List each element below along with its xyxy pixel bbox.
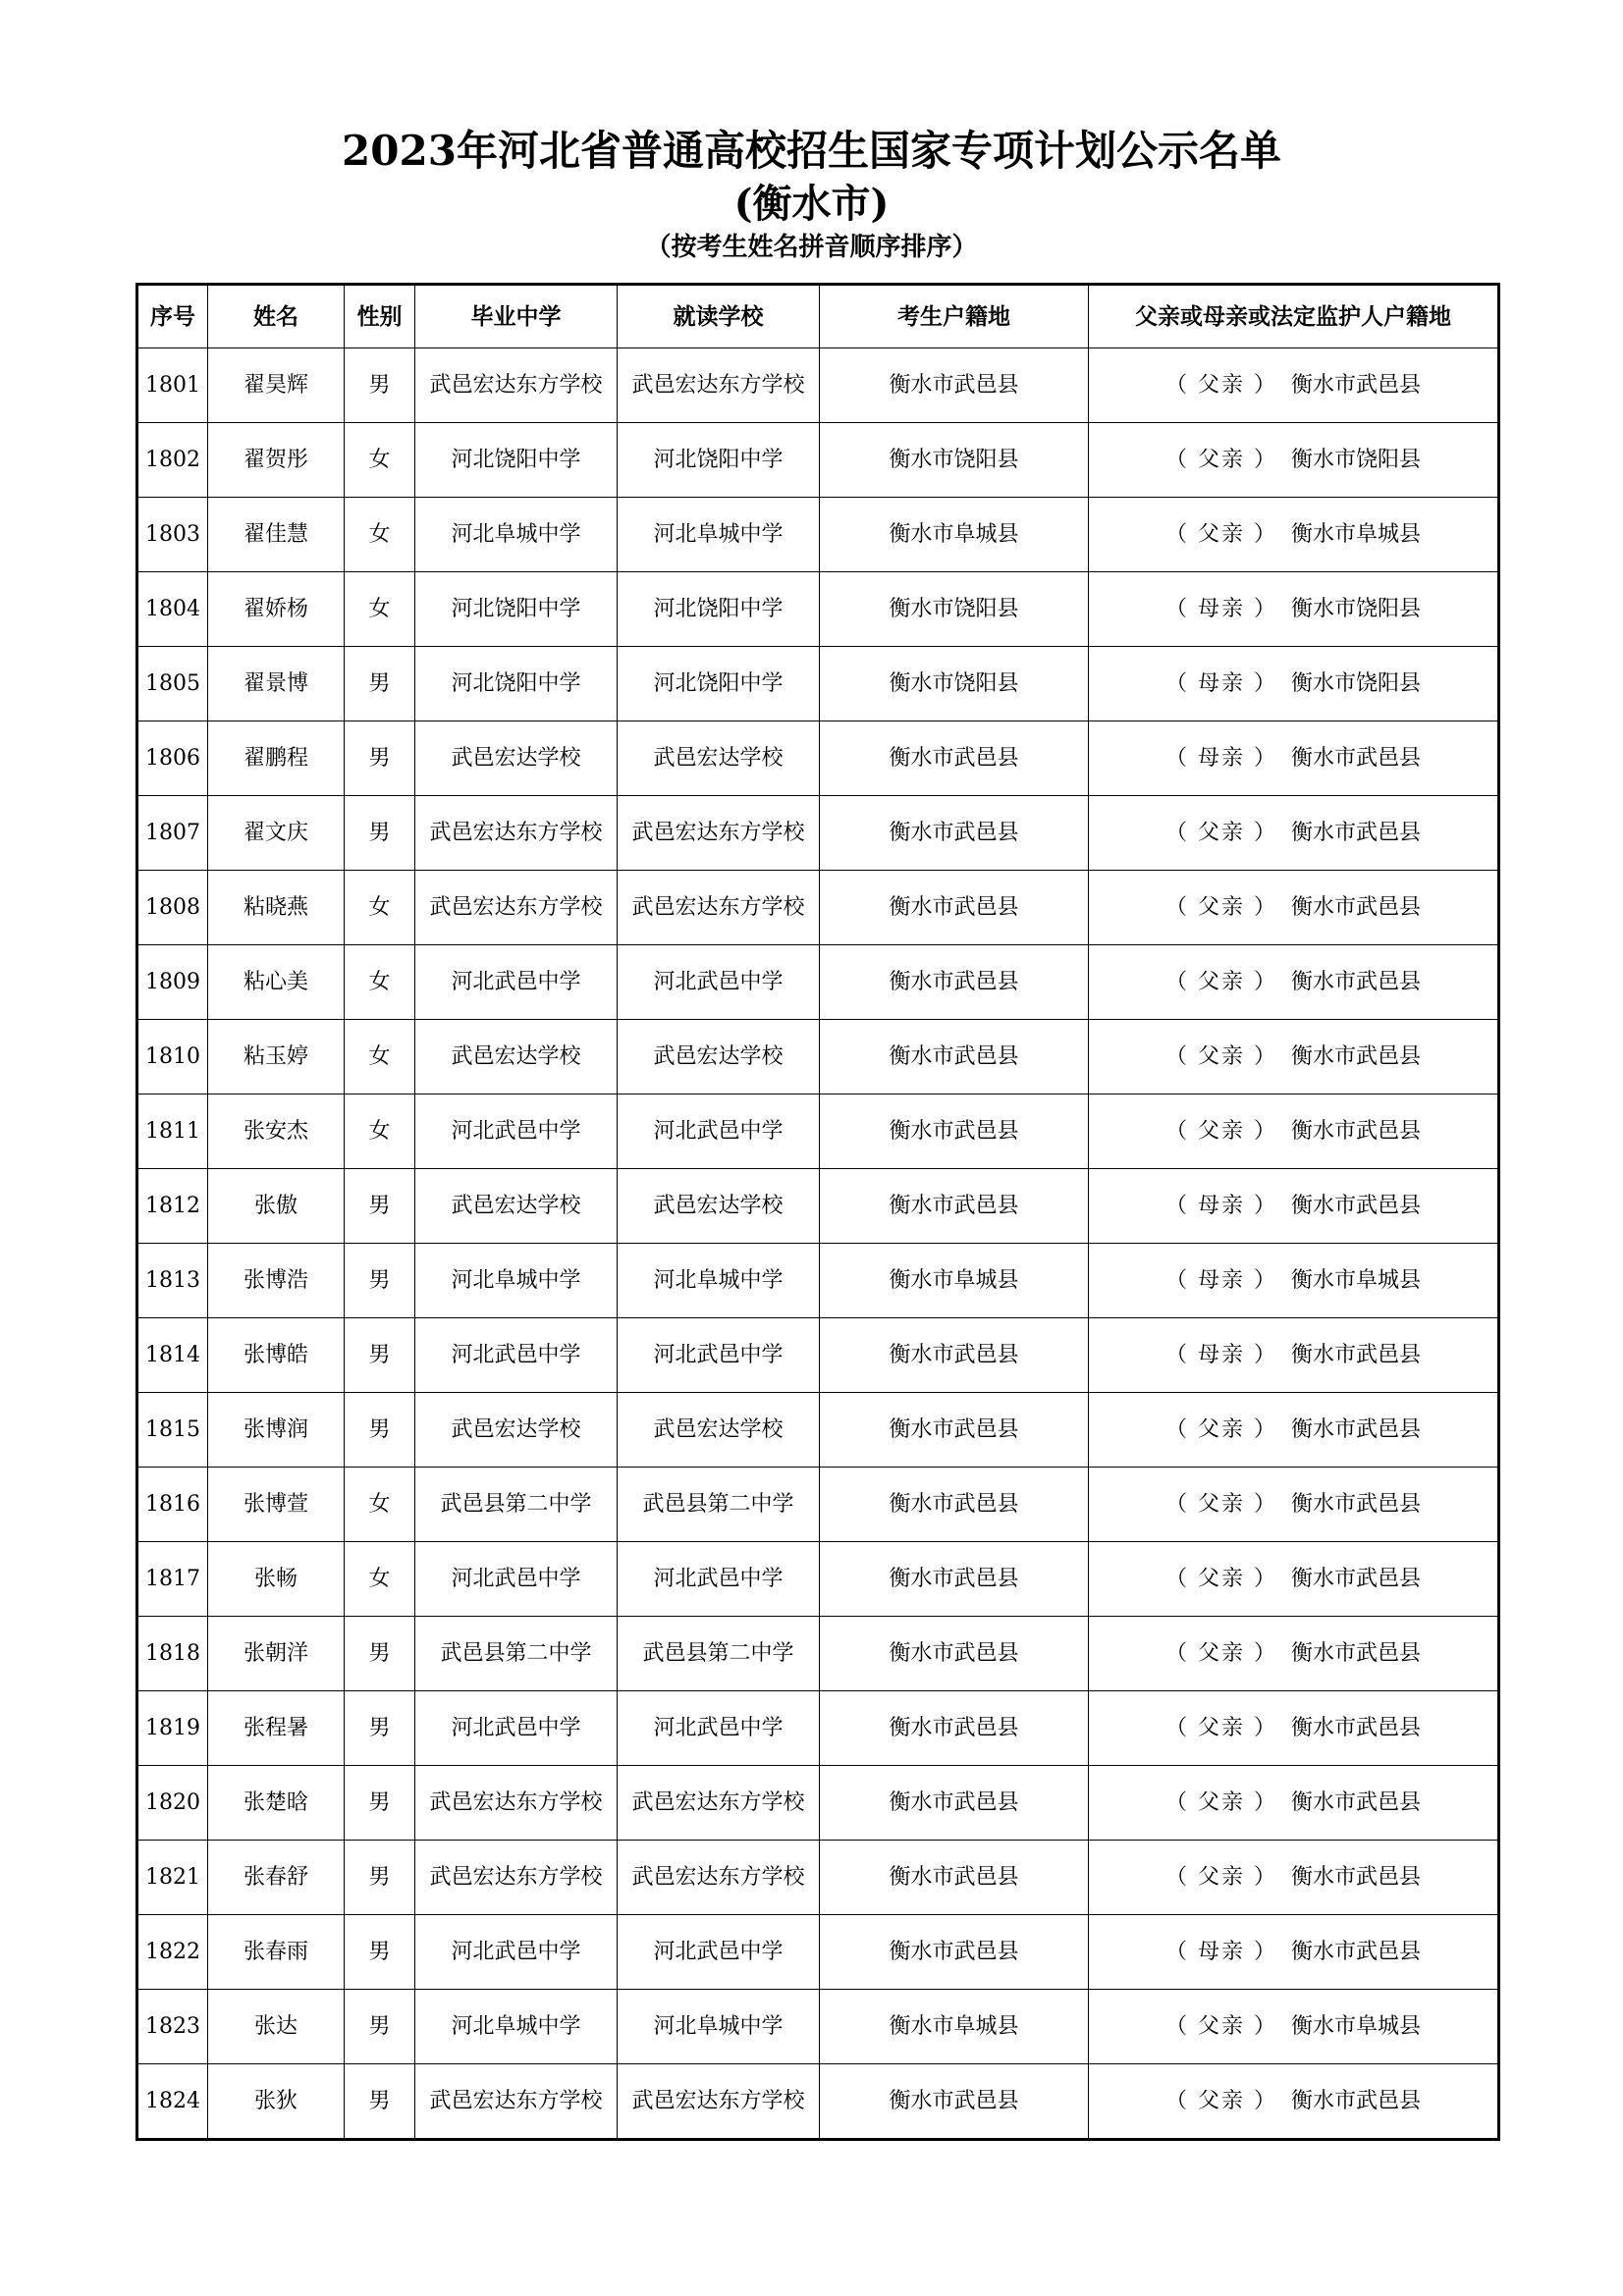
- cell-grad-school: 河北武邑中学: [415, 1095, 618, 1169]
- cell-parent-hukou: [1089, 1393, 1499, 1468]
- cell-current-school: 武邑宏达学校: [618, 1169, 820, 1244]
- cell-sex: 女: [345, 423, 415, 498]
- cell-parent-hukou: [1089, 1542, 1499, 1617]
- cell-no: 1801: [137, 348, 208, 423]
- cell-hukou: 衡水市武邑县: [820, 1020, 1089, 1095]
- cell-hukou: 衡水市武邑县: [820, 1617, 1089, 1691]
- cell-hukou: 衡水市武邑县: [820, 1318, 1089, 1393]
- table-row: [137, 1542, 1499, 1617]
- cell-current-school: 武邑县第二中学: [618, 1617, 820, 1691]
- cell-no: 1818: [137, 1617, 208, 1691]
- cell-parent-hukou: [1089, 721, 1499, 796]
- cell-parent-hukou: [1089, 572, 1499, 647]
- table-row: [137, 1691, 1499, 1766]
- table-row: [137, 2064, 1499, 2140]
- cell-sex: 男: [345, 647, 415, 721]
- cell-current-school: 武邑宏达东方学校: [618, 2064, 820, 2140]
- table-row: [137, 1095, 1499, 1169]
- parent-hukou: 衡水市阜城县: [1290, 2014, 1421, 2039]
- cell-current-school: 河北武邑中学: [618, 945, 820, 1020]
- cell-name: 翟文庆: [208, 796, 345, 871]
- cell-parent-hukou: [1089, 1169, 1499, 1244]
- cell-grad-school: 河北武邑中学: [415, 1318, 618, 1393]
- cell-grad-school: 河北饶阳中学: [415, 647, 618, 721]
- cell-name: 翟鹏程: [208, 721, 345, 796]
- parent-hukou: 衡水市武邑县: [1290, 2089, 1421, 2113]
- cell-no: 1811: [137, 1095, 208, 1169]
- cell-hukou: 衡水市武邑县: [820, 2064, 1089, 2140]
- cell-hukou: 衡水市武邑县: [820, 1841, 1089, 1915]
- parent-relation: （ 母亲 ）: [1164, 597, 1277, 621]
- cell-sex: 女: [345, 572, 415, 647]
- cell-no: 1822: [137, 1915, 208, 1990]
- parent-hukou: 衡水市饶阳县: [1290, 448, 1421, 472]
- cell-no: 1804: [137, 572, 208, 647]
- parent-relation: （ 父亲 ）: [1164, 1044, 1277, 1069]
- table-row: [137, 1020, 1499, 1095]
- cell-parent-hukou: [1089, 796, 1499, 871]
- cell-grad-school: 武邑宏达东方学校: [415, 871, 618, 945]
- cell-parent-hukou: [1089, 1318, 1499, 1393]
- parent-relation: （ 父亲 ）: [1164, 1790, 1277, 1815]
- parent-relation: （ 父亲 ）: [1164, 895, 1277, 920]
- parent-relation: （ 父亲 ）: [1164, 1641, 1277, 1666]
- cell-no: 1824: [137, 2064, 208, 2140]
- cell-grad-school: 武邑宏达学校: [415, 1393, 618, 1468]
- parent-hukou: 衡水市武邑县: [1290, 373, 1421, 398]
- cell-name: 翟娇杨: [208, 572, 345, 647]
- parent-hukou: 衡水市武邑县: [1290, 895, 1421, 920]
- cell-current-school: 河北武邑中学: [618, 1318, 820, 1393]
- cell-name: 张春雨: [208, 1915, 345, 1990]
- cell-hukou: 衡水市阜城县: [820, 498, 1089, 572]
- cell-grad-school: 武邑县第二中学: [415, 1468, 618, 1542]
- cell-sex: 男: [345, 1990, 415, 2064]
- cell-hukou: 衡水市武邑县: [820, 1542, 1089, 1617]
- cell-hukou: 衡水市饶阳县: [820, 572, 1089, 647]
- cell-no: 1805: [137, 647, 208, 721]
- cell-current-school: 武邑宏达东方学校: [618, 348, 820, 423]
- parent-relation: （ 父亲 ）: [1164, 1417, 1277, 1442]
- cell-current-school: 河北武邑中学: [618, 1691, 820, 1766]
- cell-no: 1823: [137, 1990, 208, 2064]
- cell-no: 1810: [137, 1020, 208, 1095]
- cell-parent-hukou: [1089, 2064, 1499, 2140]
- cell-sex: 女: [345, 1095, 415, 1169]
- cell-grad-school: 武邑宏达东方学校: [415, 1841, 618, 1915]
- parent-relation: （ 母亲 ）: [1164, 671, 1277, 696]
- cell-name: 张春舒: [208, 1841, 345, 1915]
- cell-name: 张狄: [208, 2064, 345, 2140]
- parent-hukou: 衡水市武邑县: [1290, 1343, 1421, 1367]
- cell-no: 1814: [137, 1318, 208, 1393]
- cell-current-school: 河北饶阳中学: [618, 423, 820, 498]
- cell-parent-hukou: [1089, 1915, 1499, 1990]
- cell-sex: 男: [345, 1318, 415, 1393]
- cell-grad-school: 武邑宏达学校: [415, 721, 618, 796]
- header-parent-hukou: 父亲或母亲或法定监护人户籍地: [1089, 285, 1499, 348]
- cell-name: 粘心美: [208, 945, 345, 1020]
- cell-no: 1812: [137, 1169, 208, 1244]
- cell-current-school: 河北饶阳中学: [618, 647, 820, 721]
- table-row: [137, 647, 1499, 721]
- cell-name: 翟贺彤: [208, 423, 345, 498]
- parent-relation: （ 父亲 ）: [1164, 1567, 1277, 1591]
- parent-hukou: 衡水市饶阳县: [1290, 597, 1421, 621]
- cell-hukou: 衡水市武邑县: [820, 796, 1089, 871]
- parent-relation: （ 母亲 ）: [1164, 1940, 1277, 1964]
- cell-parent-hukou: [1089, 1766, 1499, 1841]
- cell-sex: 女: [345, 871, 415, 945]
- header-sex: 性别: [345, 285, 415, 348]
- cell-current-school: 武邑宏达学校: [618, 1020, 820, 1095]
- cell-sex: 男: [345, 348, 415, 423]
- cell-hukou: 衡水市武邑县: [820, 945, 1089, 1020]
- cell-name: 张安杰: [208, 1095, 345, 1169]
- cell-hukou: 衡水市饶阳县: [820, 423, 1089, 498]
- cell-name: 张傲: [208, 1169, 345, 1244]
- cell-sex: 男: [345, 1691, 415, 1766]
- cell-name: 张博萱: [208, 1468, 345, 1542]
- cell-grad-school: 河北武邑中学: [415, 945, 618, 1020]
- header-no: 序号: [137, 285, 208, 348]
- cell-current-school: 河北饶阳中学: [618, 572, 820, 647]
- parent-relation: （ 父亲 ）: [1164, 970, 1277, 994]
- table-row: [137, 721, 1499, 796]
- cell-name: 张博润: [208, 1393, 345, 1468]
- cell-no: 1821: [137, 1841, 208, 1915]
- header-current-school: 就读学校: [618, 285, 820, 348]
- cell-grad-school: 武邑宏达学校: [415, 1169, 618, 1244]
- document-city: (衡水市): [733, 181, 890, 227]
- cell-no: 1808: [137, 871, 208, 945]
- cell-grad-school: 河北阜城中学: [415, 1990, 618, 2064]
- cell-parent-hukou: [1089, 647, 1499, 721]
- parent-relation: （ 母亲 ）: [1164, 1343, 1277, 1367]
- cell-current-school: 河北阜城中学: [618, 1990, 820, 2064]
- cell-name: 翟昊辉: [208, 348, 345, 423]
- parent-hukou: 衡水市武邑县: [1290, 1417, 1421, 1442]
- cell-parent-hukou: [1089, 1244, 1499, 1318]
- cell-no: 1802: [137, 423, 208, 498]
- cell-parent-hukou: [1089, 1691, 1499, 1766]
- cell-sex: 男: [345, 1244, 415, 1318]
- parent-relation: （ 父亲 ）: [1164, 373, 1277, 398]
- roster-table: [135, 283, 1500, 2141]
- cell-hukou: 衡水市阜城县: [820, 1244, 1089, 1318]
- cell-grad-school: 河北武邑中学: [415, 1542, 618, 1617]
- cell-parent-hukou: [1089, 871, 1499, 945]
- cell-current-school: 武邑宏达东方学校: [618, 796, 820, 871]
- cell-name: 张朝洋: [208, 1617, 345, 1691]
- cell-parent-hukou: [1089, 348, 1499, 423]
- cell-grad-school: 武邑宏达学校: [415, 1020, 618, 1095]
- table-row: [137, 1318, 1499, 1393]
- parent-hukou: 衡水市武邑县: [1290, 1790, 1421, 1815]
- parent-hukou: 衡水市武邑县: [1290, 1716, 1421, 1740]
- cell-grad-school: 武邑宏达东方学校: [415, 796, 618, 871]
- cell-sex: 男: [345, 721, 415, 796]
- cell-sex: 男: [345, 2064, 415, 2140]
- cell-no: 1806: [137, 721, 208, 796]
- cell-hukou: 衡水市武邑县: [820, 871, 1089, 945]
- table-row: [137, 348, 1499, 423]
- cell-parent-hukou: [1089, 1841, 1499, 1915]
- cell-grad-school: 河北饶阳中学: [415, 423, 618, 498]
- table-body: [137, 348, 1499, 2140]
- cell-grad-school: 武邑宏达东方学校: [415, 348, 618, 423]
- cell-no: 1820: [137, 1766, 208, 1841]
- table-row: [137, 1617, 1499, 1691]
- cell-grad-school: 河北阜城中学: [415, 498, 618, 572]
- parent-relation: （ 父亲 ）: [1164, 448, 1277, 472]
- table-row: [137, 498, 1499, 572]
- parent-hukou: 衡水市武邑县: [1290, 1865, 1421, 1890]
- header-hukou: 考生户籍地: [820, 285, 1089, 348]
- cell-grad-school: 河北武邑中学: [415, 1915, 618, 1990]
- parent-hukou: 衡水市武邑县: [1290, 1044, 1421, 1069]
- cell-name: 张博浩: [208, 1244, 345, 1318]
- cell-no: 1813: [137, 1244, 208, 1318]
- cell-sex: 女: [345, 945, 415, 1020]
- cell-sex: 男: [345, 796, 415, 871]
- cell-grad-school: 武邑宏达东方学校: [415, 1766, 618, 1841]
- cell-no: 1807: [137, 796, 208, 871]
- parent-relation: （ 母亲 ）: [1164, 1268, 1277, 1293]
- parent-hukou: 衡水市武邑县: [1290, 1194, 1421, 1218]
- cell-no: 1815: [137, 1393, 208, 1468]
- parent-relation: （ 父亲 ）: [1164, 821, 1277, 845]
- table-row: [137, 871, 1499, 945]
- parent-hukou: 衡水市武邑县: [1290, 1641, 1421, 1666]
- cell-grad-school: 河北阜城中学: [415, 1244, 618, 1318]
- cell-current-school: 河北武邑中学: [618, 1915, 820, 1990]
- cell-parent-hukou: [1089, 1095, 1499, 1169]
- cell-hukou: 衡水市饶阳县: [820, 647, 1089, 721]
- cell-name: 张畅: [208, 1542, 345, 1617]
- cell-sex: 女: [345, 498, 415, 572]
- parent-relation: （ 父亲 ）: [1164, 522, 1277, 547]
- table-row: [137, 1393, 1499, 1468]
- parent-relation: （ 母亲 ）: [1164, 1194, 1277, 1218]
- cell-current-school: 武邑县第二中学: [618, 1468, 820, 1542]
- table-header-row: [137, 285, 1499, 348]
- parent-hukou: 衡水市武邑县: [1290, 970, 1421, 994]
- cell-parent-hukou: [1089, 945, 1499, 1020]
- table-row: [137, 1841, 1499, 1915]
- cell-current-school: 武邑宏达东方学校: [618, 871, 820, 945]
- parent-relation: （ 父亲 ）: [1164, 1492, 1277, 1517]
- cell-current-school: 武邑宏达东方学校: [618, 1841, 820, 1915]
- cell-no: 1817: [137, 1542, 208, 1617]
- table-row: [137, 423, 1499, 498]
- table-row: [137, 945, 1499, 1020]
- cell-current-school: 河北武邑中学: [618, 1095, 820, 1169]
- cell-grad-school: 河北武邑中学: [415, 1691, 618, 1766]
- cell-hukou: 衡水市武邑县: [820, 1766, 1089, 1841]
- parent-hukou: 衡水市阜城县: [1290, 522, 1421, 547]
- cell-parent-hukou: [1089, 1468, 1499, 1542]
- cell-hukou: 衡水市武邑县: [820, 1468, 1089, 1542]
- cell-sex: 男: [345, 1915, 415, 1990]
- parent-hukou: 衡水市武邑县: [1290, 746, 1421, 771]
- parent-hukou: 衡水市武邑县: [1290, 1567, 1421, 1591]
- parent-relation: （ 父亲 ）: [1164, 1119, 1277, 1144]
- cell-current-school: 河北武邑中学: [618, 1542, 820, 1617]
- cell-parent-hukou: [1089, 1617, 1499, 1691]
- cell-parent-hukou: [1089, 1990, 1499, 2064]
- cell-hukou: 衡水市武邑县: [820, 721, 1089, 796]
- cell-sex: 女: [345, 1020, 415, 1095]
- cell-name: 张博皓: [208, 1318, 345, 1393]
- cell-current-school: 武邑宏达东方学校: [618, 1766, 820, 1841]
- parent-hukou: 衡水市武邑县: [1290, 1940, 1421, 1964]
- parent-relation: （ 父亲 ）: [1164, 2089, 1277, 2113]
- cell-no: 1809: [137, 945, 208, 1020]
- cell-hukou: 衡水市武邑县: [820, 1169, 1089, 1244]
- cell-current-school: 武邑宏达学校: [618, 1393, 820, 1468]
- table-row: [137, 1990, 1499, 2064]
- cell-sex: 男: [345, 1393, 415, 1468]
- cell-name: 粘玉婷: [208, 1020, 345, 1095]
- cell-name: 张达: [208, 1990, 345, 2064]
- table-row: [137, 1915, 1499, 1990]
- cell-parent-hukou: [1089, 423, 1499, 498]
- cell-hukou: 衡水市武邑县: [820, 1393, 1089, 1468]
- parent-relation: （ 母亲 ）: [1164, 746, 1277, 771]
- header-grad-school: 毕业中学: [415, 285, 618, 348]
- cell-sex: 男: [345, 1617, 415, 1691]
- cell-no: 1816: [137, 1468, 208, 1542]
- cell-no: 1803: [137, 498, 208, 572]
- header-name: 姓名: [208, 285, 345, 348]
- parent-hukou: 衡水市武邑县: [1290, 1119, 1421, 1144]
- parent-hukou: 衡水市饶阳县: [1290, 671, 1421, 696]
- table-row: [137, 1244, 1499, 1318]
- cell-hukou: 衡水市阜城县: [820, 1990, 1089, 2064]
- sort-note: （按考生姓名拼音顺序排序）: [645, 233, 978, 262]
- cell-hukou: 衡水市武邑县: [820, 1095, 1089, 1169]
- cell-sex: 女: [345, 1542, 415, 1617]
- cell-parent-hukou: [1089, 498, 1499, 572]
- cell-current-school: 河北阜城中学: [618, 498, 820, 572]
- cell-sex: 男: [345, 1169, 415, 1244]
- cell-hukou: 衡水市武邑县: [820, 348, 1089, 423]
- cell-parent-hukou: [1089, 1020, 1499, 1095]
- cell-name: 翟佳慧: [208, 498, 345, 572]
- parent-relation: （ 父亲 ）: [1164, 2014, 1277, 2039]
- cell-current-school: 河北阜城中学: [618, 1244, 820, 1318]
- cell-hukou: 衡水市武邑县: [820, 1691, 1089, 1766]
- cell-sex: 女: [345, 1468, 415, 1542]
- cell-grad-school: 河北饶阳中学: [415, 572, 618, 647]
- table-row: [137, 1766, 1499, 1841]
- cell-sex: 男: [345, 1841, 415, 1915]
- table-row: [137, 572, 1499, 647]
- cell-name: 翟景博: [208, 647, 345, 721]
- table-row: [137, 1468, 1499, 1542]
- cell-grad-school: 武邑宏达东方学校: [415, 2064, 618, 2140]
- cell-name: 张楚晗: [208, 1766, 345, 1841]
- parent-hukou: 衡水市武邑县: [1290, 1492, 1421, 1517]
- parent-relation: （ 父亲 ）: [1164, 1865, 1277, 1890]
- cell-grad-school: 武邑县第二中学: [415, 1617, 618, 1691]
- document-title: 2023年河北省普通高校招生国家专项计划公示名单: [342, 127, 1281, 175]
- table-row: [137, 796, 1499, 871]
- table-row: [137, 1169, 1499, 1244]
- cell-no: 1819: [137, 1691, 208, 1766]
- parent-hukou: 衡水市阜城县: [1290, 1268, 1421, 1293]
- cell-current-school: 武邑宏达学校: [618, 721, 820, 796]
- cell-name: 粘晓燕: [208, 871, 345, 945]
- cell-sex: 男: [345, 1766, 415, 1841]
- parent-relation: （ 父亲 ）: [1164, 1716, 1277, 1740]
- cell-name: 张程暑: [208, 1691, 345, 1766]
- parent-hukou: 衡水市武邑县: [1290, 821, 1421, 845]
- cell-hukou: 衡水市武邑县: [820, 1915, 1089, 1990]
